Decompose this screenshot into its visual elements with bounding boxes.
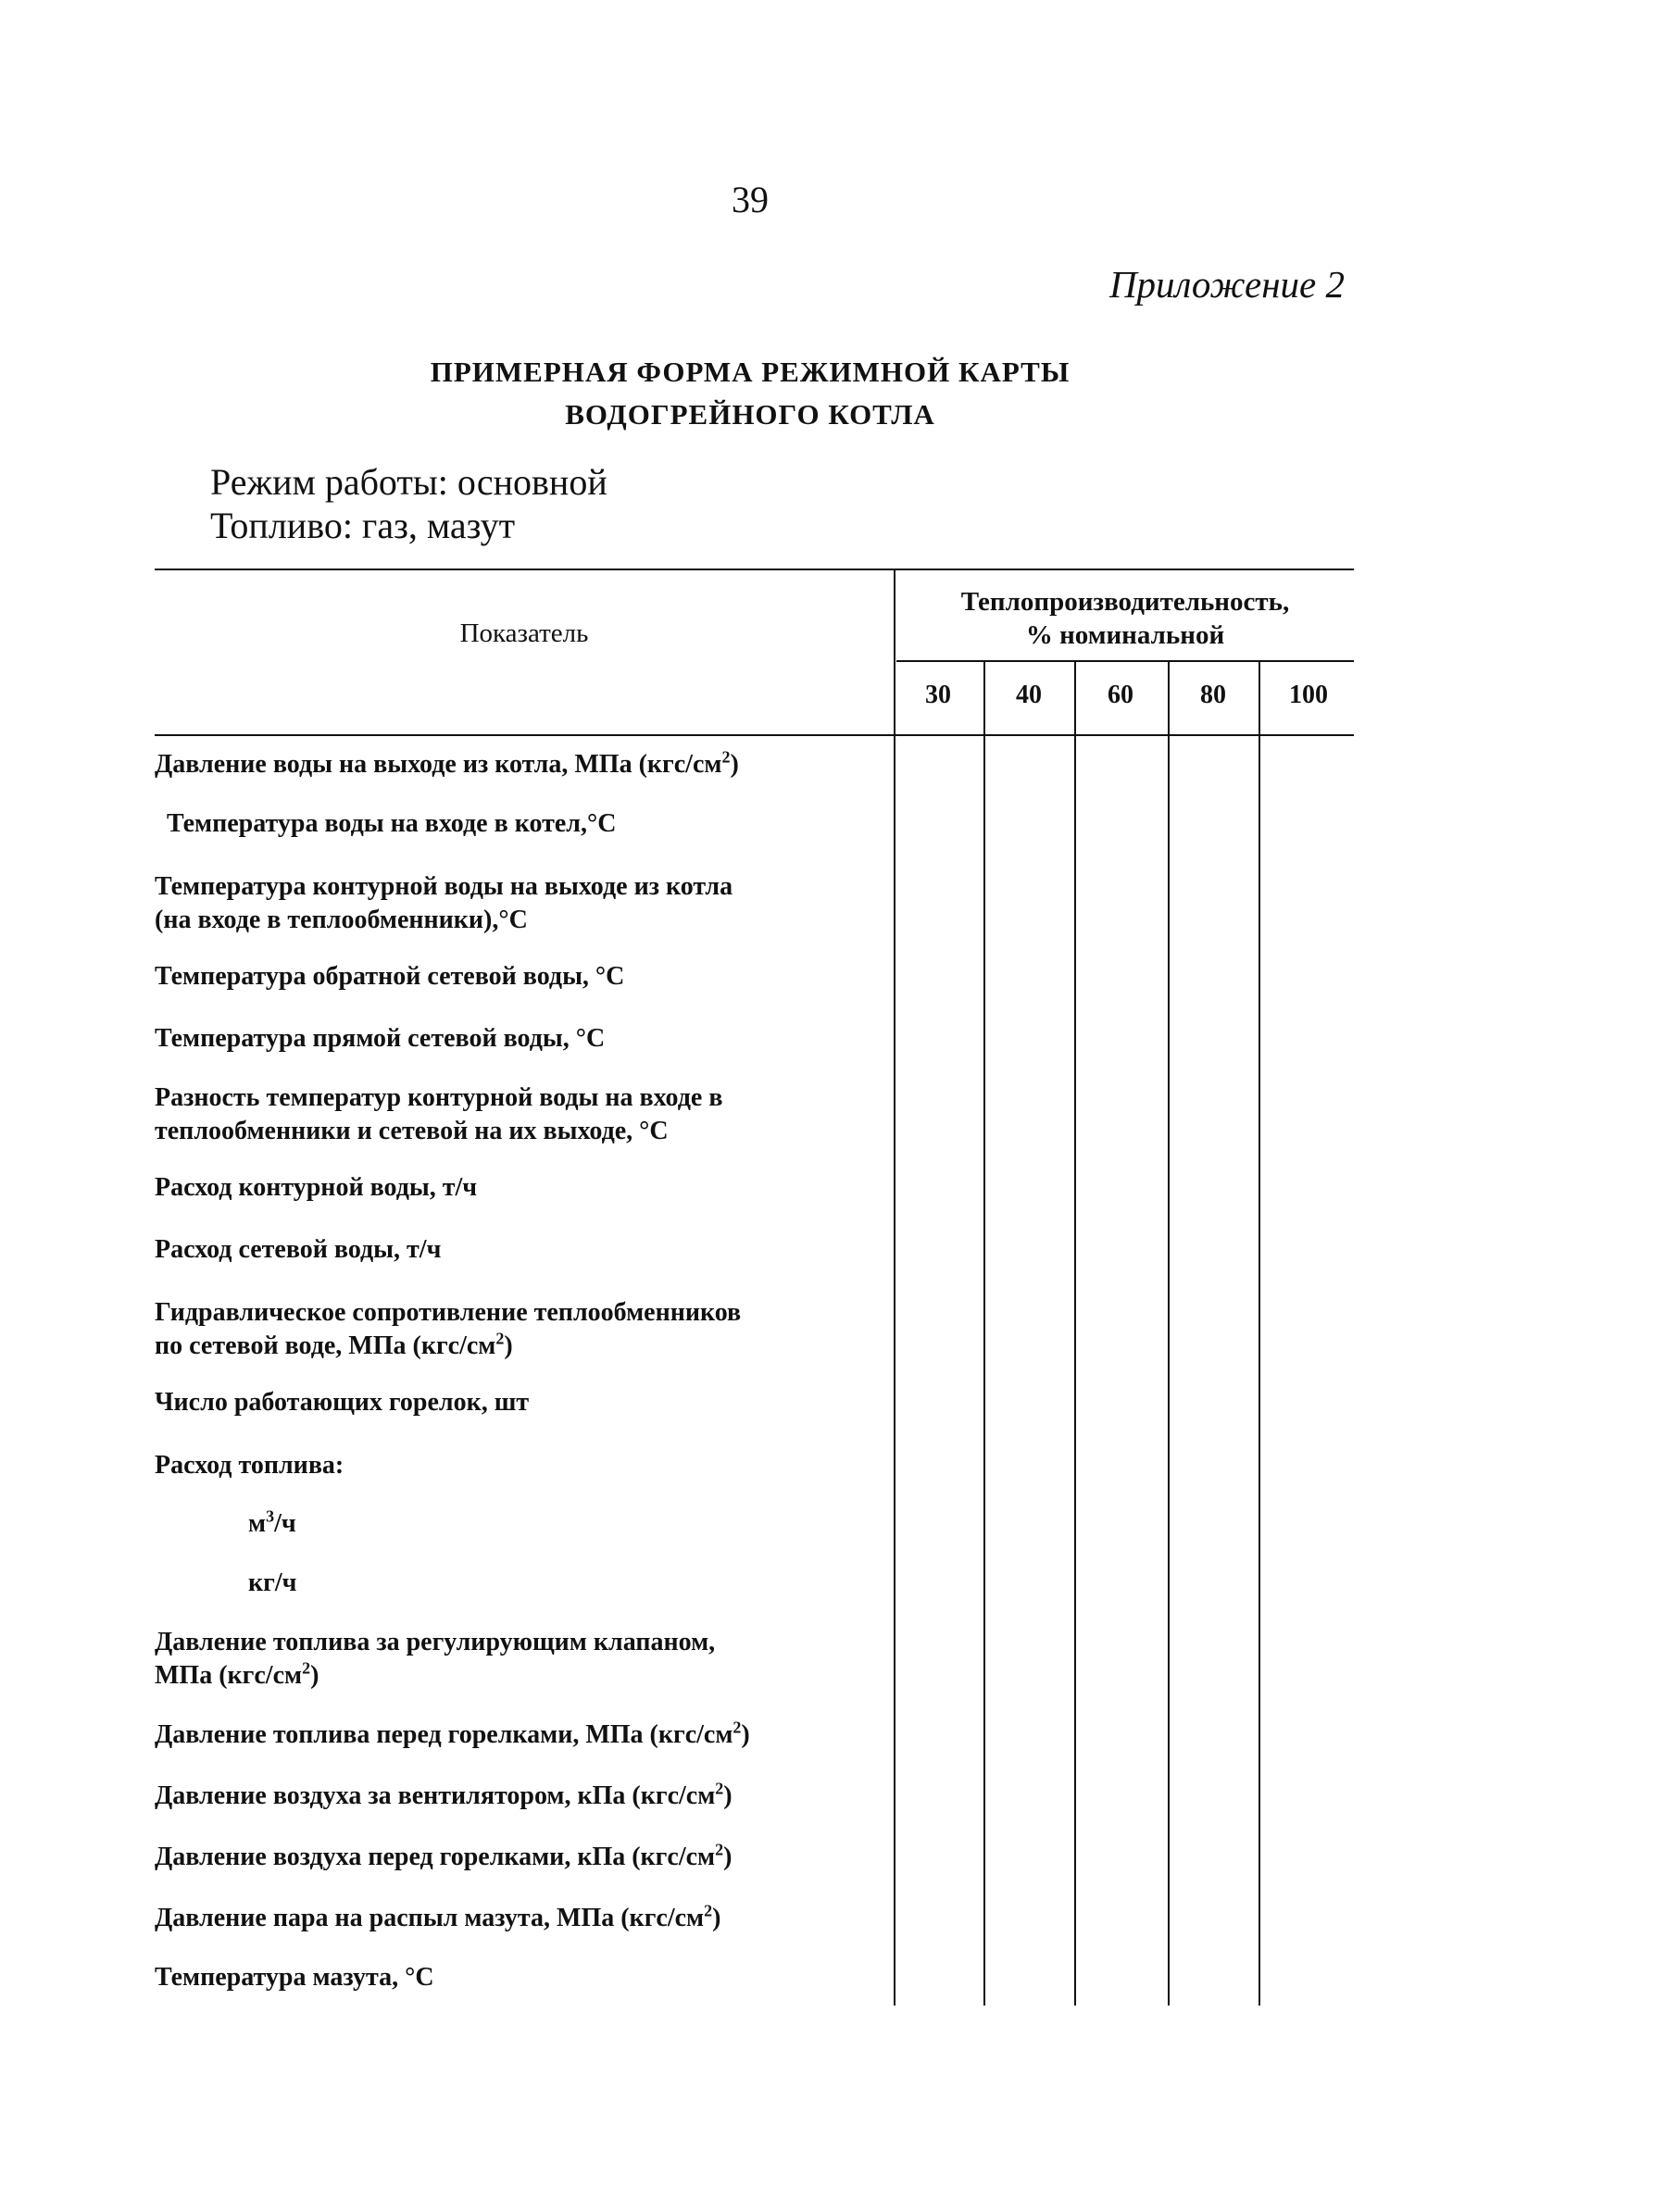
capacity-column-40: 40 xyxy=(1016,681,1042,709)
fuel-type: Топливо: газ, мазут xyxy=(210,505,516,546)
row-air-pressure-after-fan: Давление воздуха за вентилятором, кПа $(кгс/см^2)$ xyxy=(155,1779,733,1810)
column-divider xyxy=(1259,660,1260,2006)
row-return-network-water-temperature: Температура обратной сетевой воды, °С xyxy=(155,962,625,991)
row-fuel-pressure-before-burners: Давление топлива перед горелками, МПа $(кгс/см^2)$ xyxy=(155,1718,750,1749)
row-fuel-consumption: Расход топлива: xyxy=(155,1451,344,1480)
row-fuel-oil-temperature: Температура мазута, °С xyxy=(155,1963,434,1992)
row-supply-network-water-temperature: Температура прямой сетевой воды, °С xyxy=(155,1024,606,1053)
page-number: 39 xyxy=(732,179,769,220)
row-fuel-consumption-kgh: кг/ч xyxy=(248,1568,297,1597)
row-air-pressure-before-burners: Давление воздуха перед горелками, кПа $(кгс/см^2)$ xyxy=(155,1840,733,1871)
operating-mode: Режим работы: основной xyxy=(210,461,607,503)
row-temperature-difference: Разность температур контурной воды на входе в теплообменники и сетевой на их выходе, °С xyxy=(155,1083,723,1145)
row-fuel-consumption-m3h: $м^3/ч$ xyxy=(248,1506,296,1538)
capacity-column-100: 100 xyxy=(1289,681,1328,709)
table-top-rule xyxy=(155,569,1354,570)
parameter-column-header: Показатель xyxy=(459,619,589,648)
appendix-label: Приложение 2 xyxy=(1108,263,1345,306)
document-title-line-2: ВОДОГРЕЙНОГО КОТЛА xyxy=(565,398,935,431)
column-divider xyxy=(983,660,985,2006)
column-divider xyxy=(1168,660,1170,2006)
row-contour-water-outlet-temperature: Температура контурной воды на выходе из котла (на входе в теплообменники),°С xyxy=(155,872,733,934)
row-water-inlet-temperature: Температура воды на входе в котел,°С xyxy=(167,809,617,838)
row-burners-in-operation: Число работающих горелок, шт xyxy=(155,1388,530,1417)
row-steam-pressure-atomization: Давление пара на распыл мазута, МПа $(кгс/см^2)$ xyxy=(155,1901,721,1932)
row-water-outlet-pressure: Давление воды на выходе из котла, МПа $(кгс/см^2)$ xyxy=(155,747,739,779)
row-network-water-flow: Расход сетевой воды, т/ч xyxy=(155,1235,442,1264)
row-contour-water-flow: Расход контурной воды, т/ч xyxy=(155,1173,478,1202)
capacity-header-line-2: % номинальной xyxy=(1025,620,1225,650)
capacity-column-30: 30 xyxy=(925,681,951,709)
document-title-line-1: ПРИМЕРНАЯ ФОРМА РЕЖИМНОЙ КАРТЫ xyxy=(430,356,1071,388)
row-heat-exchanger-resistance: Гидравлическое сопротивление теплообменников по сетевой воде, МПа $(кгс/см^2)$ xyxy=(155,1298,742,1360)
capacity-column-60: 60 xyxy=(1108,681,1133,709)
capacity-header-line-1: Теплопроизводительность, xyxy=(960,587,1290,617)
header-bottom-rule xyxy=(155,734,1354,736)
capacity-subheader-rule xyxy=(896,660,1354,662)
column-divider xyxy=(894,569,895,2006)
row-fuel-pressure-after-valve: Давление топлива за регулирующим клапаном, МПа $(кгс/см^2)$ xyxy=(155,1628,716,1690)
capacity-column-80: 80 xyxy=(1200,681,1226,709)
column-divider xyxy=(1074,660,1076,2006)
